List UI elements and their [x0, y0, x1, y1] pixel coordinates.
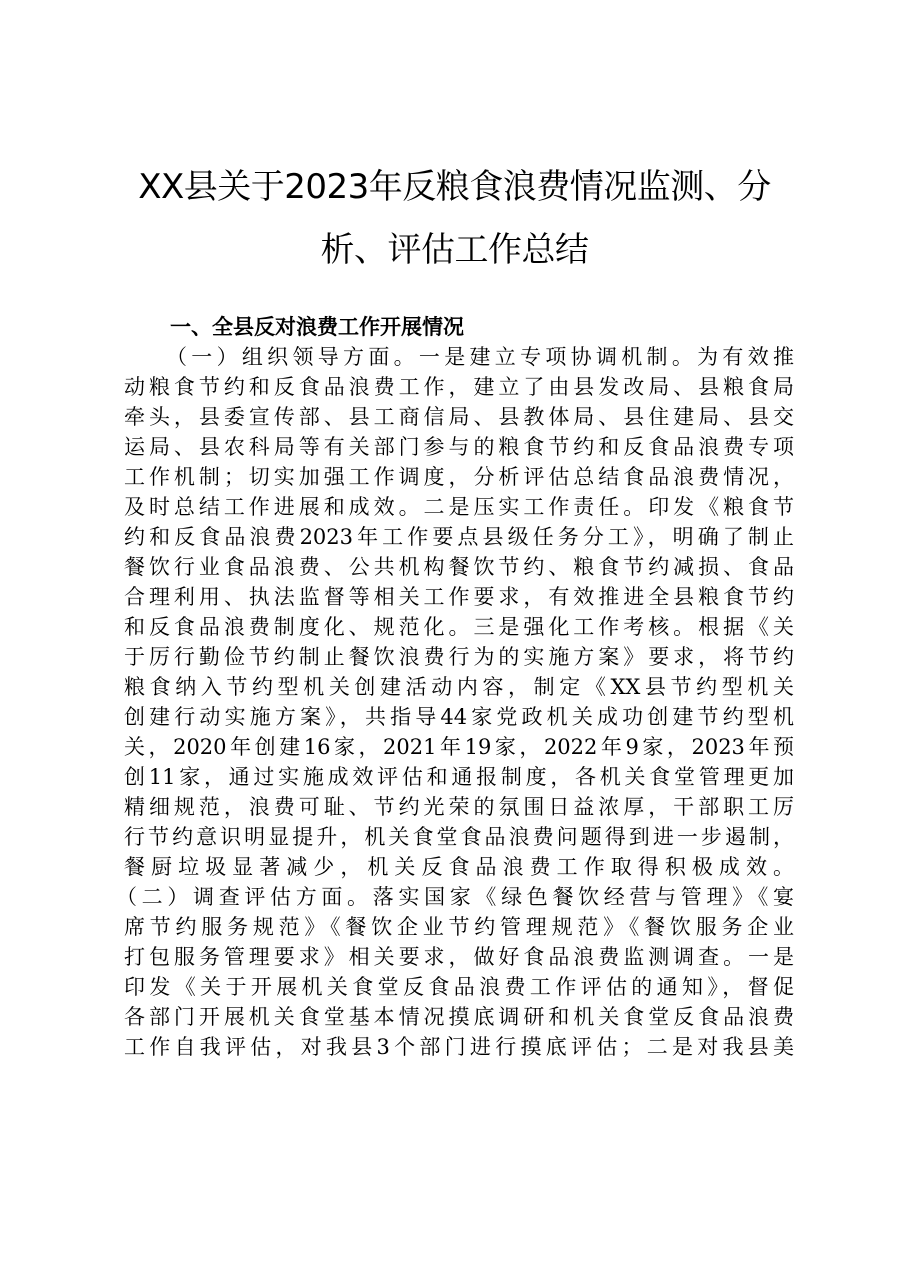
body-line: 工作机制；切实加强工作调度，分析评估总结食品浪费情况，: [124, 465, 794, 489]
body-line: 粮食纳入节约型机关创建活动内容，制定《XX县节约型机关: [124, 675, 794, 699]
body-line: 运局、县农科局等有关部门参与的粮食节约和反食品浪费专项: [124, 435, 794, 459]
body-line: 工作自我评估，对我县3个部门进行摸底评估；二是对我县美: [124, 1035, 794, 1059]
body-line: （二）调查评估方面。落实国家《绿色餐饮经营与管理》《宴: [116, 885, 794, 909]
body-line: 餐厨垃圾显著减少，机关反食品浪费工作取得积极成效。: [124, 855, 794, 879]
body-line: 动粮食节约和反食品浪费工作，建立了由县发改局、县粮食局: [124, 375, 794, 399]
body-line: 行节约意识明显提升，机关食堂食品浪费问题得到进一步遏制，: [124, 825, 794, 849]
body-text: [116, 342, 794, 1062]
body-line: 于厉行勤俭节约制止餐饮浪费行为的实施方案》要求，将节约: [124, 645, 794, 669]
body-line: 约和反食品浪费2023年工作要点县级任务分工》，明确了制止: [124, 525, 794, 549]
body-line: 精细规范，浪费可耻、节约光荣的氛围日益浓厚，干部职工厉: [124, 795, 794, 819]
body-line: 印发《关于开展机关食堂反食品浪费工作评估的通知》，督促: [124, 975, 794, 999]
document-title-line-1: XX县关于2023年反粮食浪费情况监测、分: [138, 167, 771, 207]
body-line: 牵头，县委宣传部、县工商信局、县教体局、县住建局、县交: [124, 405, 794, 429]
body-line: 及时总结工作进展和成效。二是压实工作责任。印发《粮食节: [124, 495, 794, 519]
body-line: 创建行动实施方案》，共指导44家党政机关成功创建节约型机: [124, 705, 794, 729]
body-line: （一）组织领导方面。一是建立专项协调机制。为有效推: [166, 345, 794, 369]
section-heading: 一、全县反对浪费工作开展情况: [170, 315, 464, 339]
document-title-line-2: 析、评估工作总结: [320, 230, 589, 270]
body-line: 关，2020年创建16家，2021年19家，2022年9家，2023年预: [124, 735, 794, 759]
body-line: 席节约服务规范》《餐饮企业节约管理规范》《餐饮服务企业: [124, 915, 794, 939]
body-line: 和反食品浪费制度化、规范化。三是强化工作考核。根据《关: [124, 615, 794, 639]
body-line: 打包服务管理要求》相关要求，做好食品浪费监测调查。一是: [124, 945, 794, 969]
body-line: 合理利用、执法监督等相关工作要求，有效推进全县粮食节约: [124, 585, 794, 609]
body-line: 创11家，通过实施成效评估和通报制度，各机关食堂管理更加: [124, 765, 794, 789]
body-line: 各部门开展机关食堂基本情况摸底调研和机关食堂反食品浪费: [124, 1005, 794, 1029]
body-line: 餐饮行业食品浪费、公共机构餐饮节约、粮食节约减损、食品: [124, 555, 794, 579]
